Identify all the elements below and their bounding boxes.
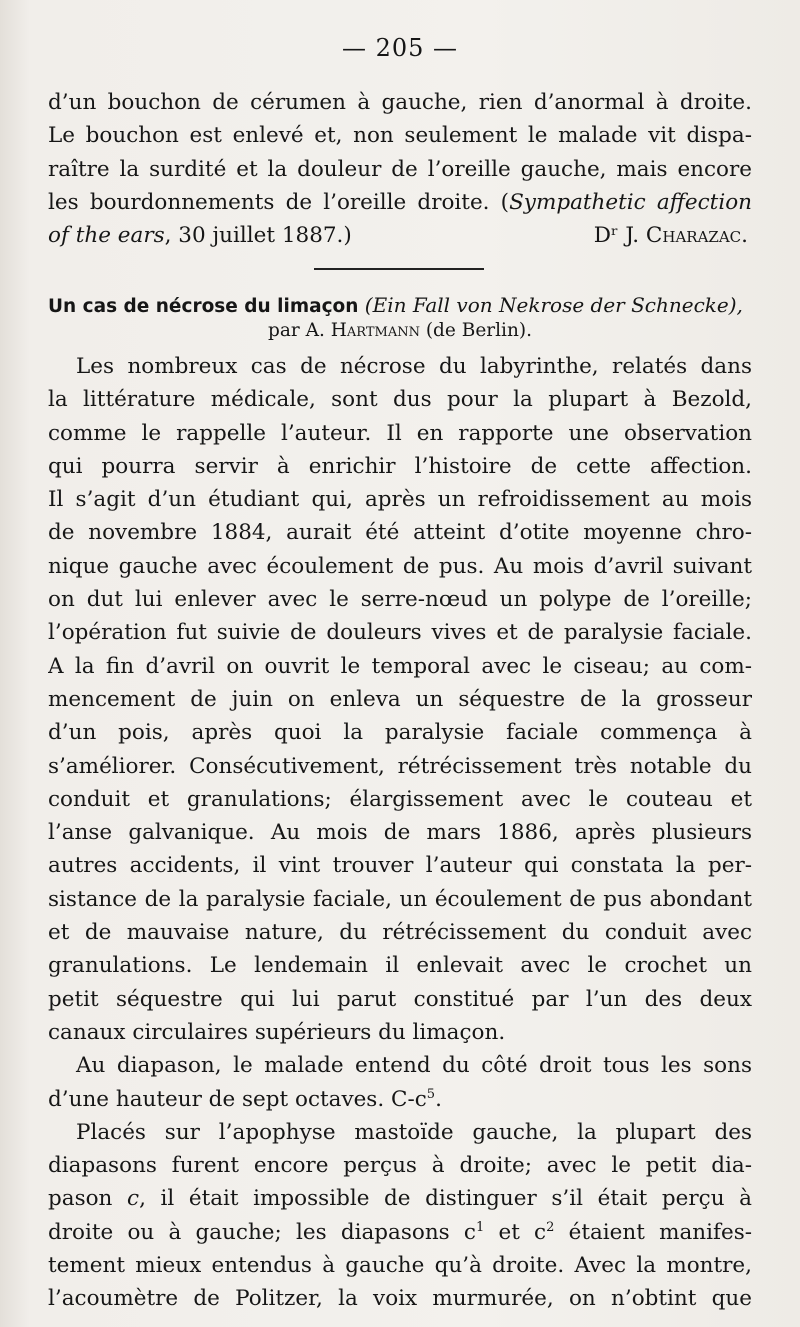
article-byline	[0, 318, 800, 344]
text-line: nique gauche avec écoulement de pus. Au mois d’avril suivant	[48, 553, 752, 579]
text-line: autres accidents, il vint trouver l’auteur qui constata la per-	[48, 853, 752, 879]
text-line	[48, 1182, 752, 1215]
text-segment: pason	[48, 1186, 128, 1212]
text-segment: .	[435, 1086, 442, 1112]
text-line	[48, 1116, 752, 1149]
text-line: Il s’agit d’un étudiant qui, après un refroidissement au mois	[48, 487, 752, 513]
article-body	[48, 350, 752, 1316]
byline-par: par A.	[268, 320, 325, 341]
text-line: qui pourra servir à enrichir l’histoire de cette affection.	[48, 453, 752, 479]
text-line: l’anse galvanique. Au mois de mars 1886, après plusieurs	[48, 820, 752, 846]
citation-title-part-1: Sympathetic affection	[509, 189, 752, 215]
text-segment: étaient manifes-	[554, 1219, 752, 1245]
text-segment: Au diapason, le malade entend du côté droit tous les sons	[76, 1053, 752, 1079]
text-line: granulations. Le lendemain il enlevait avec le crochet un	[48, 953, 752, 979]
text-line: tement mieux entendus à gauche qu’à droite. Avec la montre,	[48, 1253, 752, 1279]
text-line	[48, 1216, 752, 1249]
text-line: raître la surdité et la douleur de l’oreille gauche, mais encore	[48, 156, 752, 182]
text-line: petit séquestre qui lui parut constitué par l’un des deux	[48, 986, 752, 1012]
text-segment: Les nombreux cas de nécrose du labyrinthe, relatés dans	[76, 354, 752, 379]
text-line: de novembre 1884, aurait été atteint d’otite moyenne chro-	[48, 520, 752, 546]
text-line: Le bouchon est enlevé et, non seulement le malade vit dispa-	[48, 123, 752, 149]
text-segment: d’une hauteur de sept octaves. C-c	[48, 1086, 427, 1112]
text-line: d’un bouchon de cérumen à gauche, rien d’anormal à droite.	[48, 90, 752, 115]
text-line	[48, 1049, 752, 1082]
signature-line	[48, 219, 752, 252]
previous-article-ending	[48, 86, 752, 252]
text-line: l’acoumètre de Politzer, la voix murmurée, on n’obtint que	[48, 1286, 752, 1312]
page-number: — 205 —	[341, 34, 459, 62]
text-segment: et c	[484, 1219, 547, 1245]
text-segment: , il était impossible de distinguer s’il était perçu à	[139, 1186, 752, 1212]
text-line	[48, 186, 752, 219]
text-line: et de mauvaise nature, du rétrécissement du conduit avec	[48, 920, 752, 946]
text-line: diapasons furent encore perçus à droite; avec le petit dia-	[48, 1153, 752, 1179]
text-line	[48, 350, 752, 383]
superscript: 2	[546, 1219, 555, 1235]
text-line: canaux circulaires supérieurs du limaçon.	[48, 1019, 506, 1045]
text-line: A la fin d’avril on ouvrit le temporal avec le ciseau; au com-	[48, 653, 752, 679]
citation-date	[48, 219, 352, 252]
text-line: on dut lui enlever avec le serre-nœud un polype de l’oreille;	[48, 587, 752, 613]
author-signature: Dʳ J. Charazac.	[593, 223, 748, 249]
superscript: 5	[426, 1086, 436, 1102]
text-segment: Placés sur l’apophyse mastoïde gauche, la plupart des	[76, 1119, 752, 1145]
text-line	[48, 1083, 752, 1116]
section-divider	[314, 268, 484, 270]
byline-place: (de Berlin).	[425, 320, 532, 341]
text-line: s’améliorer. Consécutivement, rétrécissement très notable du	[48, 753, 752, 779]
text-line: comme le rappelle l’auteur. Il en rapporte une observation	[48, 420, 752, 446]
citation-title-part-2: of the ears	[48, 223, 165, 249]
superscript: 1	[475, 1219, 485, 1235]
text-segment: les bourdonnements de l’oreille droite. (	[48, 189, 510, 215]
text-line: mencement de juin on enleva un séquestre de la grosseur	[48, 686, 752, 712]
text-line: la littérature médicale, sont dus pour la plupart à Bezold,	[48, 387, 752, 413]
text-segment: droite ou à gauche; les diapasons c	[48, 1219, 476, 1245]
note-symbol: c	[127, 1186, 140, 1212]
date-text: , 30 juillet 1887.)	[164, 223, 352, 249]
article-heading	[48, 291, 752, 321]
article-original-title: (Ein Fall von Nekrose der Schnecke),	[364, 293, 743, 317]
text-line: sistance de la paralysie faciale, un écoulement de pus abondant	[48, 886, 752, 912]
text-line: l’opération fut suivie de douleurs vives et de paralysie faciale.	[48, 620, 752, 646]
text-line: d’un pois, après quoi la paralysie faciale commença à	[48, 720, 752, 746]
byline-author: Hartmann	[330, 320, 420, 341]
article-title: Un cas de nécrose du limaçon	[48, 296, 359, 317]
text-line: conduit et granulations; élargissement avec le couteau et	[48, 786, 752, 812]
